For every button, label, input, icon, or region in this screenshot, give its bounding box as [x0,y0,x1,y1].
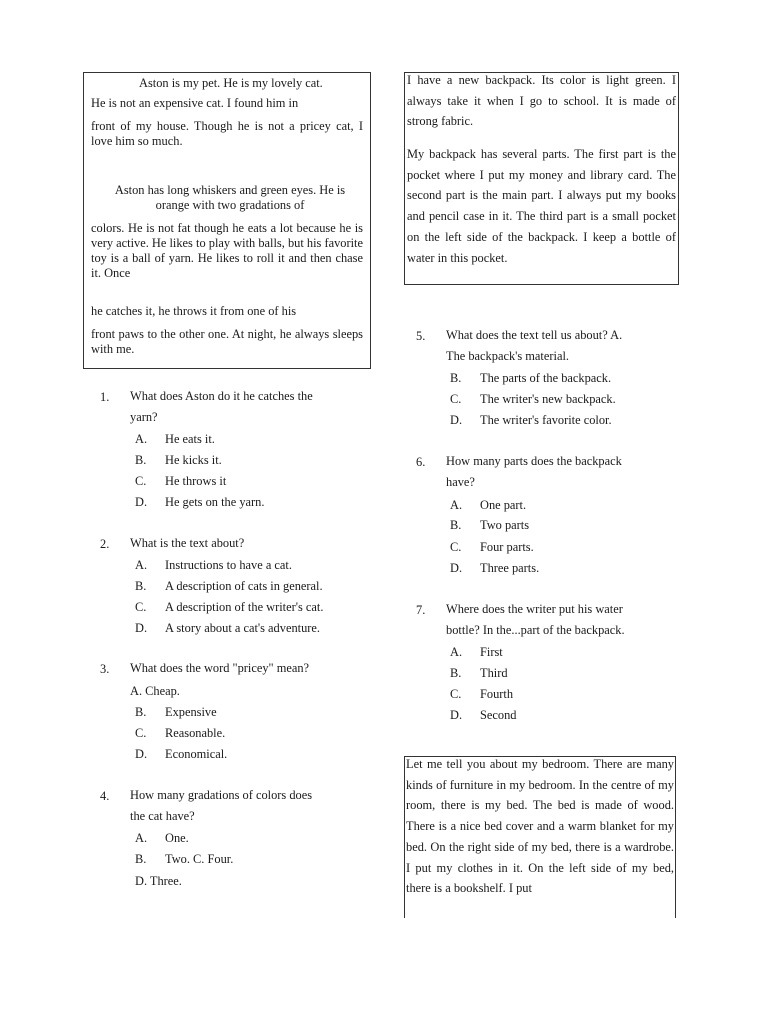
option-text: Expensive [165,705,217,719]
cat-passage-line: front paws to the other one. At night, he always sleeps with me. [91,327,363,356]
question-text: Where does the writer put his water [446,602,623,616]
option-text: Reasonable. [165,726,226,740]
backpack-passage-box [404,72,679,285]
option-letter: A. [135,558,148,572]
option-letter: B. [135,453,147,467]
option-letter: A. [450,645,463,659]
option-text: A story about a cat's adventure. [165,621,321,635]
option-letter: C. [135,474,147,488]
option-text: A description of cats in general. [165,579,323,593]
option-text: He kicks it. [165,453,222,467]
cat-passage-line: Aston is my pet. He is my lovely cat. [139,76,323,90]
option-letter: B. [450,371,462,385]
question-text: yarn? [130,410,158,424]
backpack-paragraph-1: I have a new backpack. Its color is light green. I always take it when I go to school. It is made of strong fabric. [407,73,676,129]
question-text: How many gradations of colors does [130,788,313,802]
option-letter: C. [135,726,147,740]
option-text: A description of the writer's cat. [165,600,324,614]
question-text: What does Aston do it he catches the [130,389,313,403]
cat-passage-line: He is not an expensive cat. I found him in [91,96,299,110]
option-letter: D. [135,747,148,761]
option-text: Two parts [480,518,530,532]
question-number: 2. [100,537,110,551]
option-letter: A. [450,498,463,512]
option-letter: B. [135,852,147,866]
option-letter: C. [450,540,462,554]
option-text: The writer's new backpack. [480,392,616,406]
option-letter: D. [450,708,463,722]
question-number: 3. [100,662,110,676]
question-text: The backpack's material. [446,349,569,363]
option-letter: B. [450,666,462,680]
option-text: Three parts. [480,561,540,575]
option-text: He eats it. [165,432,215,446]
option-text: Second [480,708,517,722]
option-text: D. Three. [135,874,182,888]
question-text: the cat have? [130,809,195,823]
option-text: The parts of the backpack. [480,371,612,385]
option-text: One part. [480,498,527,512]
option-letter: C. [450,392,462,406]
option-text: Instructions to have a cat. [165,558,292,572]
question-number: 5. [416,329,426,343]
cat-passage-line: he catches it, he throws it from one of his [91,304,297,318]
question-text: bottle? In the...part of the backpack. [446,623,625,637]
option-letter: B. [135,705,147,719]
option-text: He throws it [165,474,227,488]
option-text: Third [480,666,508,680]
option-letter: D. [135,621,148,635]
question-number: 6. [416,455,426,469]
question-text: What does the word "pricey" mean? [130,661,310,675]
cat-passage-line: front of my house. Though he is not a pricey cat, I love him so much. [91,119,363,148]
question-text: have? [446,475,475,489]
question-text: What does the text tell us about? A. [446,328,623,342]
option-letter: B. [135,579,147,593]
option-text: Four parts. [480,540,534,554]
option-letter: D. [450,413,463,427]
bedroom-passage-box [404,756,676,918]
option-text: One. [165,831,189,845]
option-text: Two. C. Four. [165,852,234,866]
cat-passage-line: colors. He is not fat though he eats a lot because he is very active. He likes to play with balls, but his favorite toy is a ball of yarn. He likes to roll it and then chase it. Once [91,221,363,280]
option-letter: B. [450,518,462,532]
option-text: Economical. [165,747,228,761]
option-letter: A. [135,831,148,845]
option-letter: D. [450,561,463,575]
question-number: 1. [100,390,110,404]
question-number: 4. [100,789,110,803]
option-letter: A. [135,432,148,446]
option-letter: C. [450,687,462,701]
backpack-paragraph-2: My backpack has several parts. The first part is the pocket where I put my money and library card. The second part is the main part. I always put my books and pencil case in it. The third part is a small pocket on the left side of the backpack. I keep a bottle of water in this pocket. [407,147,676,265]
option-letter: D. [135,495,148,509]
bedroom-paragraph: Let me tell you about my bedroom. There are many kinds of furniture in my bedroom. In the centre of my room, there is my bed. The bed is made of wood. There is a nice bed cover and a warm blanket for my bed. On the right side of my bed, there is a wardrobe. I put my clothes in it. On the left side of my bed, there is a bookshelf. I put [406,757,674,896]
option-text: A. Cheap. [130,684,180,698]
question-number: 7. [416,603,426,617]
cat-passage-box [83,72,371,369]
option-text: First [480,645,503,659]
question-text: How many parts does the backpack [446,454,622,468]
option-text: He gets on the yarn. [165,495,265,509]
option-text: The writer's favorite color. [480,413,612,427]
option-text: Fourth [480,687,514,701]
option-letter: C. [135,600,147,614]
question-text: What is the text about? [130,536,245,550]
cat-passage-line: Aston has long whiskers and green eyes. He is orange with two gradations of [114,183,346,212]
